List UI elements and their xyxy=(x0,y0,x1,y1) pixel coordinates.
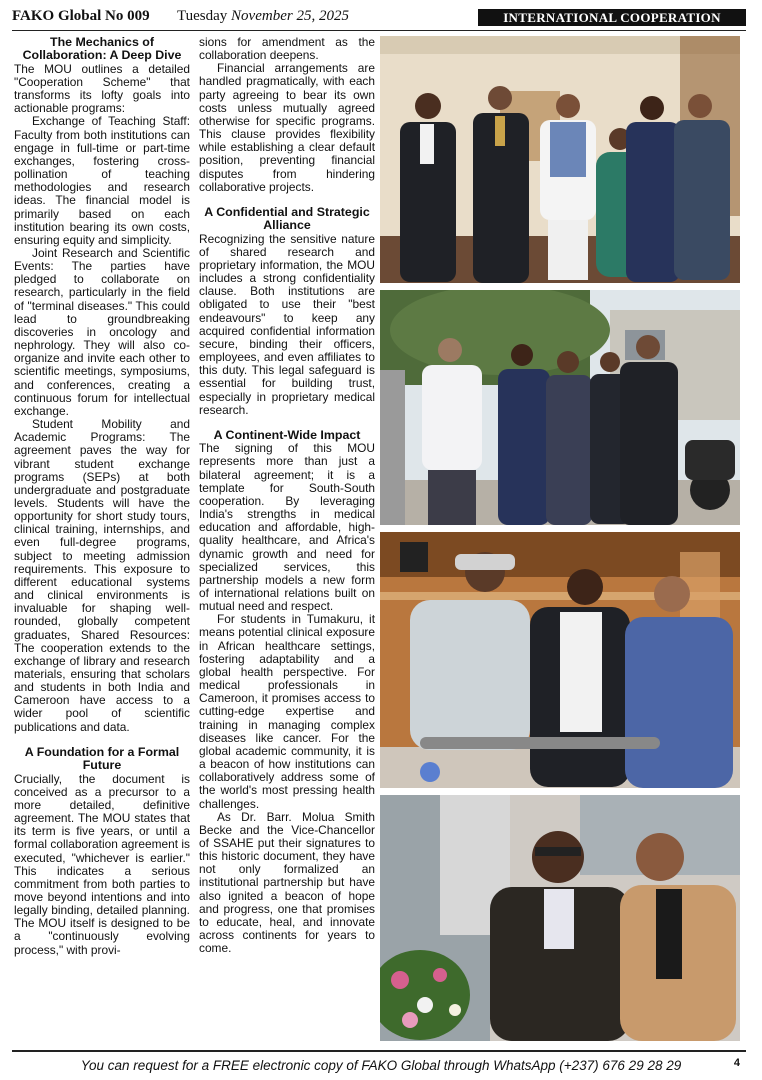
footer-note: You can request for a FREE electronic copy of FAKO Global through WhatsApp (+237) 676 29 28 29 xyxy=(80,1058,682,1073)
photo-airport xyxy=(380,532,740,788)
photo-two-men xyxy=(380,795,740,1041)
photo-indoor-group xyxy=(380,36,740,283)
paragraph: For students in Tumakuru, it means potential clinical exposure in African healthcare settings, fostering adaptability and a global health perspective. For medical professionals in Cameroon, it promises access to cutting-edge expertise and training in managing complex diseases like cancer. For the global academic community, it is a beacon of how institutions can collaboratively address some of the world's most pressing health challenges. xyxy=(199,612,375,811)
paragraph: The MOU outlines a detailed "Cooperation Scheme" that transforms its lofty goals into actionable programs: xyxy=(14,61,190,116)
paragraph: Recognizing the sensitive nature of shared research and proprietary information, the MOU includes a strong confidentiality clause. Both institutions are obligated to use their "best endeavours" to keep any acquired confidential information secure, binding their officers, employees, and even affiliates to this duty. This legal safeguard is essential for building trust, especially in proprietary medical research. xyxy=(199,231,375,417)
subheading-confidential: A Confidential and Strategic Alliance xyxy=(204,204,370,233)
issue-date xyxy=(177,8,349,25)
subheading-mechanics: The Mechanics of Collaboration: A Deep Dive xyxy=(22,35,182,63)
paragraph: The signing of this MOU represents more than just a bilateral agreement; it is a template for South-South cooperation. By leveraging India's strengths in medical education and affordable, high-quality healthcare, and Africa's dynamic growth and need for specialized services, this partnership models a new form of international relations built on mutual need and respect. xyxy=(199,441,375,614)
subheading-impact: A Continent-Wide Impact xyxy=(213,427,361,442)
paragraph: Student Mobility and Academic Programs: The agreement paves the way for vibrant student exchange programs (SEPs) at both undergraduate and postgraduate levels. Students will have the opportunity for short study tours, clinical training, internships, and even full-degree programs, subject to meeting admission requirements. This exposure to different educational systems and clinical environments is invaluable for shaping well-rounded, globally competent graduates, Shared Resources: The cooperation extends to the exchange of library and research materials, ensuring that scholars and students in both India and Cameroon have access to a wider pool of scientific publications and data. xyxy=(14,417,190,734)
paragraph: Crucially, the document is conceived as a precursor to a more detailed, definitive agreement. The MOU states that its term is five years, or until a formal collaboration agreement is executed, "whichever is earlier." This indicates a serious commitment from both parties to move beyond intentions and into legally binding, detailed planning. The MOU itself is designed to be a "continuously evolving process," with provi- xyxy=(14,771,190,957)
publication-name: FAKO Global No 009 xyxy=(12,8,150,24)
paragraph: sions for amendment as the collaboration deepens. xyxy=(199,35,375,63)
paragraph: Joint Research and Scientific Events: The parties have pledged to collaborate on research, particularly in the field of "terminal diseases." This could lead to groundbreaking discoveries in oncology and nephrology. They will also co-organize and invite each other to scientific meetings, symposiums, and conferences, creating a continuous forum for intellectual exchange. xyxy=(14,246,190,418)
section-banner: INTERNATIONAL COOPERATION xyxy=(478,9,746,26)
photo-column xyxy=(380,36,740,1048)
photo-outdoor-group xyxy=(380,290,740,525)
subheading-foundation: A Foundation for a Formal Future xyxy=(24,744,180,773)
masthead xyxy=(12,6,746,31)
paragraph: As Dr. Barr. Molua Smith Becke and the Vice-Chancellor of SSAHE put their signatures to this historic document, they have not only formalized an institutional partnership but have also ignited a beacon of hope and progress, one that promises to educate, heal, and innovate across continents for years to come. xyxy=(199,809,375,956)
issue-day: Tuesday xyxy=(177,8,228,24)
issue-date-value: November 25, 2025 xyxy=(231,8,349,24)
page-number: 4 xyxy=(733,1057,740,1069)
footer-divider xyxy=(12,1050,746,1052)
article-column-2 xyxy=(199,36,375,955)
paragraph: Financial arrangements are handled pragmatically, with each party agreeing to bear its own costs unless mutually agreed otherwise for specific programs. This clause provides flexibility while establishing a clear default position, preventing financial disputes from hindering collaborative projects. xyxy=(199,61,375,194)
article-column-1 xyxy=(14,36,190,957)
paragraph: Exchange of Teaching Staff: Faculty from both institutions can engage in full-time or part-time exchanges, fostering cross-pollination of teaching methodologies and research ideas. The financial model is primarily based on each institution bearing its own costs, ensuring equity and simplicity. xyxy=(14,114,190,247)
